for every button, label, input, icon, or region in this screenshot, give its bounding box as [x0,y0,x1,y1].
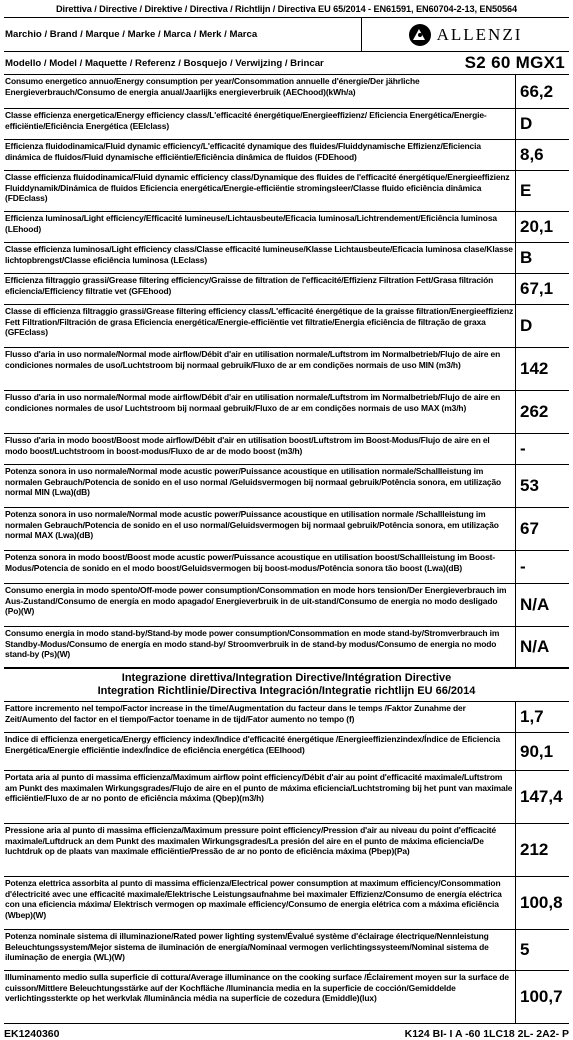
spec-value: 100,7 [515,971,569,1023]
spec-row [4,211,569,242]
spec-value: 100,8 [515,877,569,929]
integration-line-1: Integrazione direttiva/Integration Directive/Intégration Directive [121,672,452,684]
model-label: Modello / Model / Maquette / Referenz / Bosquejo / Verwijzing / Brincar [5,57,324,69]
brand-logo-text: ALLENZI [436,24,523,44]
spec-value: 262 [515,391,569,433]
footer-code-left: EK1240360 [4,1028,60,1040]
spec-value: B [515,243,569,273]
spec-row [4,702,569,732]
spec-label: Potenza sonora in modo boost/Boost mode acustic power/Puissance acoustique en utilisation boost/Schallleistung im Boost-Modus/Potencia de sonido en el modo boost/Geluidsvermogen bij boost-modus/Potência sonora tão boost (Lwa)(dB) [5,552,496,573]
spec-value: 67 [515,508,569,550]
spec-value: 8,6 [515,140,569,170]
spec-label: Portata aria al punto di massima efficienza/Maximum airflow point efficiency/Débit d'air au point d'efficacité maximale/Luftstrom am Punkt des maximalen Wirkungsgrades/Flujo de aire en el punto de máxima eficiencia/Luchtstroming bij het punt van maximale efficiëntie/Fluxo de ar no ponto de eficiência máxima (Qbep)(m3/h) [5,772,513,804]
model-row [4,52,569,75]
brand-label: Marchio / Brand / Marque / Marke / Marca / Merk / Marca [5,29,258,40]
spec-row [4,550,569,583]
spec-value: N/A [515,584,569,626]
spec-label: Flusso d'aria in uso normale/Normal mode airflow/Débit d'air en utilisation normale/Luftstrom im Normalbetrieb/Flujo de aire en condiciones normales de uso/Luchtstroom bij normaal gebruik/Fluxo de ar em condições normais de uso MIN (m3/h) [5,349,501,370]
spec-value: - [515,434,569,464]
spec-value: 5 [515,930,569,970]
spec-label: Indice di efficienza energetica/Energy efficiency index/Indice d'efficacité énergétique /Energieeffizienzindex/Índice de Eficiencia Energética/Energie efficiëntie index/Índice de eficiência energética (EEIhood) [5,734,501,755]
spec-label: Pressione aria al punto di massima efficienza/Maximum pressure point efficiency/Pression d'air au niveau du point d'efficacité maximale/Luftdruck an dem Punkt des maximalen Wirkungsgrades/La presión del aire en el punto de máxima eficiencia/De luchtdruk op de plaats van maximale efficiëntie/Pressão de ar no ponto de eficiência máxima (Pbep)(Pa) [5,825,497,857]
spec-value: N/A [515,627,569,667]
spec-row [4,433,569,464]
spec-label: Classe di efficienza filtraggio grassi/Grease filtering efficiency class/L'efficacité énergétique de la graisse filtration/Energieeffizienz Fett Filtration/Filtración de grasa Eficiencia energética/Energie-efficiëntie vet filtratie/Energia eficiência de filtração de graxa (GFEclass) [5,306,514,338]
spec-label: Consumo energetico annuo/Energy consumption per year/Consommation annuelle d'énergie/Der jährliche Energieverbrauch/Consumo de energia anual/Jaarlijks energieverbruik (AEChood)(kWh/a) [5,76,420,97]
spec-label: Classe efficienza energetica/Energy efficiency class/L'efficacité énergétique/Energieeffizienz/ Eficiencia Energética/Energie-efficiëntie/Eficiência Energética (EEIclass) [5,110,487,131]
energy-label-sheet [4,2,569,1040]
spec-row [4,347,569,390]
spec-row [4,507,569,550]
spec-label: Efficienza fluidodinamica/Fluid dynamic efficiency/L'efficacité dynamique des fluides/Fluiddynamische Effizienz/Eficiencia dinámica de fluidos/Fluid dynamische efficiëntie/Eficiência dinâmica de fluidos (FDEhood) [5,141,481,162]
spec-label: Potenza sonora in uso normale/Normal mode acustic power/Puissance acoustique en utilisation normale/Schallleistung im normalen Gebrauch/Potencia de sonido en el uso normal /Geluidsvermogen bij normaal gebruik/Potência sonora, em utilização normal MIN (Lwa)(dB) [5,466,502,498]
spec-row [4,304,569,347]
spec-value: D [515,109,569,139]
spec-value: 212 [515,824,569,876]
spec-label: Flusso d'aria in modo boost/Boost mode airflow/Débit d'air en utilisation boost/Luftstrom im Boost-Modus/Flujo de aire en el modo boost/Luchtstroom in boost-modus/Fluxo de ar de modo boost (m3/h) [5,435,490,456]
spec-label: Potenza nominale sistema di illuminazione/Rated power lighting system/Évalué système d'éclairage électrique/Nennleistung Beleuchtungssystem/Mejor sistema de iluminación de energía/Nominaal vermogen verlichtingssysteem/Nominal sistema de iluminação de energia (WL)(W) [5,931,489,963]
spec-row [4,583,569,626]
spec-label: Flusso d'aria in uso normale/Normal mode airflow/Débit d'air en utilisation normale/Luftstrom im Normalbetrieb/Flujo de aire en condiciones normales de uso/ Luchtstroom bij normaal gebruik/Fluxo de ar em condições normais de uso MAX (m3/h) [5,392,501,413]
spec-row [4,170,569,211]
spec-row [4,464,569,507]
spec-row [4,770,569,823]
brand-row [4,17,569,52]
spec-label: Consumo energia in modo stand-by/Stand-by mode power consumption/Consommation en mode stand-by/Stromverbrauch im Standby-Modus/Consumo de energía en modo stand-by/ Stroomverbruik in de stand-by modus/Consumo de energia no modo stand-by (Ps)(W) [5,628,500,660]
spec-label: Potenza elettrica assorbita al punto di massima efficienza/Electrical power consumption at maximum efficiency/Consommation d'électricité avec une efficacité maximale/Elektrische Leistungsaufnahme bei maximaler Effizienz/Consumo de energía eléctrica con una eficiencia máxima/ Elektrisch vermogen op maximale efficiency/Consumo de energia elétrica com a máxima eficiência (Wbep)(W) [5,878,502,921]
spec-label: Efficienza luminosa/Light efficiency/Efficacité lumineuse/Lichtausbeute/Eficacia luminosa/Lichtrendement/Eficiência luminosa (LEhood) [5,213,497,234]
spec-label: Efficienza filtraggio grassi/Grease filtering efficiency/Graisse de filtration de l'efficacité/Effizienz Filtration Fett/Grasa filtración eficiencia/Efficiency filtratie vet (GFEhood) [5,275,494,296]
spec-value: 53 [515,465,569,507]
spec-value: 147,4 [515,771,569,823]
spec-row [4,273,569,304]
spec-row [4,970,569,1023]
spec-label: Illuminamento medio sulla superficie di cottura/Average illuminance on the cooking surface /Éclairement moyen sur la surface de cuisson/Mittlere Beleuchtungsstärke auf der Kochfläche /Iluminancia media en la superficie de cocción/Gemiddelde verlichtingssterkte op het werkvlak /Iluminância média na superfície de cozedura (Emiddle)(lux) [5,972,509,1004]
model-value: S2 60 MGX1 [464,53,565,72]
spec-label: Potenza sonora in uso normale/Normal mode acustic power/Puissance acoustique en utilisation normale /Schallleistung im normalen Gebrauch/Potencia de sonido en el uso normal/Geluidsvermogen bij normaal gebruik/Potência sonora, em utilização normal MAX (Lwa)(dB) [5,509,499,541]
directive-title: Direttiva / Directive / Direktive / Directiva / Richtlijn / Directiva EU 65/2014 - EN61591, EN60704-2-13, EN50564 [55,4,518,14]
spec-value: 1,7 [515,702,569,732]
brand-logo [409,24,523,46]
spec-row [4,75,569,108]
allenzi-logo-icon [409,24,431,46]
integration-header [4,668,569,702]
spec-value: 20,1 [515,212,569,242]
spec-label: Classe efficienza fluidodinamica/Fluid dynamic efficiency class/Dynamique des fluides de l'efficacité énergétique/Energieeffizienz Fluiddynamik/Dinámica de fluidos Eficiencia energética/Energie-efficiëntie stromingsleer/Classe fluido eficiência dinâmica (FDEclass) [5,172,510,204]
spec-value: 67,1 [515,274,569,304]
spec-value: 90,1 [515,733,569,770]
integration-table [4,702,569,1024]
spec-row [4,626,569,667]
spec-value: 142 [515,348,569,390]
spec-value: 66,2 [515,75,569,108]
footer-code-right: K124 BI- I A -60 1LC18 2L- 2A2- P [404,1028,569,1040]
spec-row [4,390,569,433]
spec-label: Classe efficienza luminosa/Light efficiency class/Classe efficacité lumineuse/Klasse Lichtausbeute/Eficacia luminosa clase/Klasse lichtopbrengst/Classe eficiência luminosa (LEclass) [5,244,513,265]
spec-row [4,823,569,876]
spec-value: E [515,171,569,211]
integration-line-2: Integration Richtlinie/Directiva Integración/Integratie richtlijn EU 66/2014 [97,684,476,697]
spec-value: - [515,551,569,583]
spec-row [4,929,569,970]
spec-row [4,242,569,273]
spec-row [4,876,569,929]
spec-row [4,139,569,170]
spec-row [4,108,569,139]
spec-row [4,732,569,770]
brand-value [361,18,569,51]
spec-label: Consumo energia in modo spento/Off-mode power consumption/Consommation en mode hors tension/Der Energieverbrauch im Aus-Zustand/Consumo de energía en modo apagado/ Energieverbruik in de uit-stand/Consumo de energia no modo desligado (Po)(W) [5,585,507,617]
spec-label: Fattore incremento nel tempo/Factor increase in the time/Augmentation du facteur dans le temps /Faktor Zunahme der Zeit/Aumento del factor en el tiempo/Factor toename in de tijd/Fator aumento no tempo (f) [5,703,466,724]
spec-value: D [515,305,569,347]
specs-table [4,75,569,668]
footer [4,1024,569,1040]
